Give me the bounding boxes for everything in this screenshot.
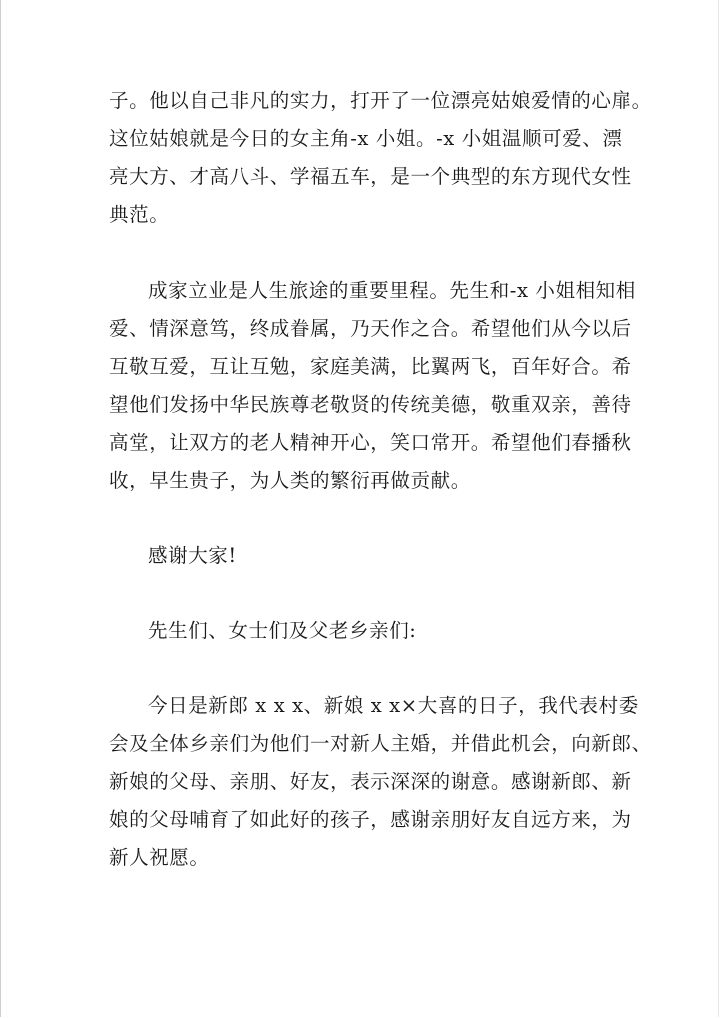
paragraph-line: 感谢大家!	[148, 544, 237, 567]
paragraph-spacer	[109, 234, 619, 272]
document-body	[109, 82, 652, 877]
paragraph-spacer	[109, 650, 619, 687]
paragraph-line: 子。他以自己非凡的实力，打开了一位漂亮姑娘爱情的心扉。	[109, 89, 652, 112]
paragraph-5	[109, 687, 652, 877]
paragraph-spacer	[109, 575, 619, 612]
paragraph-line: 互敬互爱，互让互勉，家庭美满，比翼两飞，百年好合。希	[109, 355, 632, 378]
paragraph-line: 新人祝愿。	[109, 846, 210, 869]
paragraph-3	[109, 537, 619, 575]
paragraph-2	[109, 272, 636, 500]
paragraph-line: 典范。	[109, 203, 170, 226]
paragraph-line: 新娘的父母、亲朋、好友，表示深深的谢意。感谢新郎、新	[109, 770, 632, 793]
paragraph-line: 成家立业是人生旅途的重要里程。先生和-x 小姐相知相	[148, 279, 636, 302]
paragraph-line: 先生们、女士们及父老乡亲们:	[148, 619, 417, 642]
paragraph-line: 会及全体乡亲们为他们一对新人主婚，并借此机会，向新郎、	[109, 732, 652, 755]
paragraph-spacer	[109, 500, 619, 537]
paragraph-4	[109, 612, 619, 650]
paragraph-line: 望他们发扬中华民族尊老敬贤的传统美德，敬重双亲，善待	[109, 393, 632, 416]
paragraph-line: 亮大方、才高八斗、学福五车，是一个典型的东方现代女性	[109, 165, 632, 188]
paragraph-line: 爱、情深意笃，终成眷属，乃天作之合。希望他们从今以后	[109, 317, 632, 340]
paragraph-line: 收，早生贵子，为人类的繁衍再做贡献。	[109, 469, 471, 492]
paragraph-1	[109, 82, 652, 234]
paragraph-line: 娘的父母哺育了如此好的孩子，感谢亲朋好友自远方来，为	[109, 808, 632, 831]
paragraph-line: 这位姑娘就是今日的女主角-x 小姐。-x 小姐温顺可爱、漂	[109, 127, 623, 150]
paragraph-line: 高堂，让双方的老人精神开心，笑口常开。希望他们春播秋	[109, 431, 632, 454]
paragraph-line: 今日是新郎 x x x、新娘 x x×大喜的日子，我代表村委	[148, 694, 639, 717]
